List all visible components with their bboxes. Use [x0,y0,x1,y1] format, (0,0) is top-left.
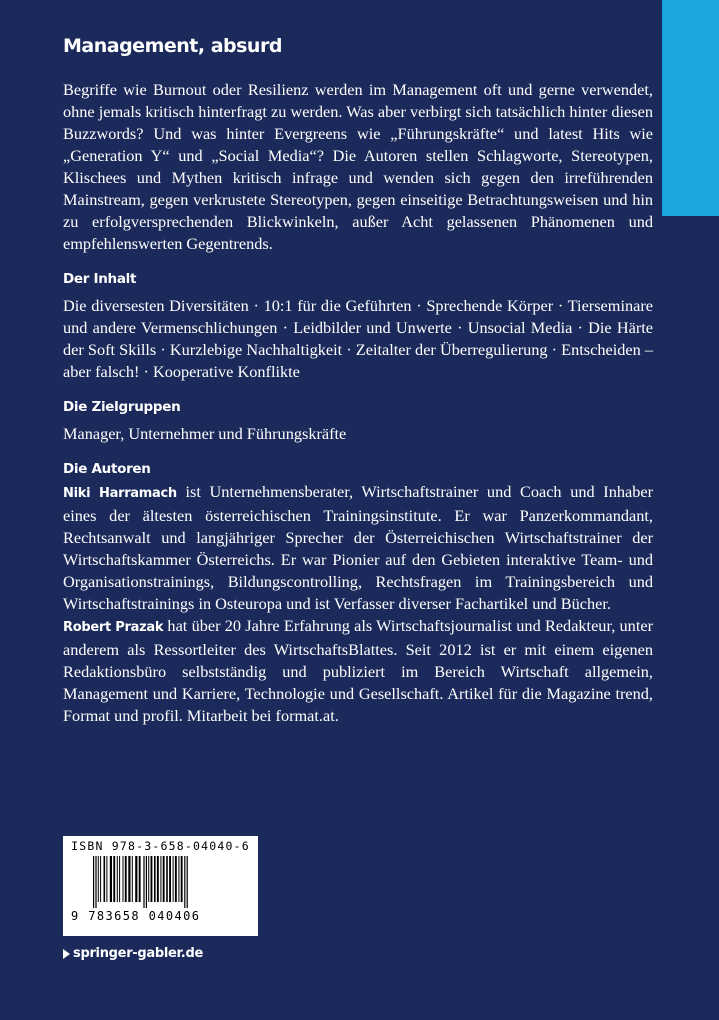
contents-heading: Der Inhalt [63,271,137,287]
barcode-bar [187,856,188,908]
author-2-bio-text: hat über 20 Jahre Erfahrung als Wirtschaftsjournalist und Redakteur, unter anderem als Ressortleiter des WirtschaftsBlattes. Seit 2012 ist er mit einem eigenen Redaktionsbüro selbstständig und publiziert im Bereich Wirtschaft allgemein, Management und Karriere, Technologie und Gesellschaft. Artikel für die Magazine trend, Format und profil. Mitarbeit bei format.at. [63,616,653,725]
barcode-bar [132,856,133,902]
barcode-bar [154,856,156,902]
barcode-bar [110,856,112,902]
barcode-bars [93,856,243,908]
intro-text: Begriffe wie Burnout oder Resilienz werden im Management oft und gerne verwendet, ohne jemals kritisch hinterfragt zu werden. Was aber verbirgt sich tatsächlich hinter diesen Buzzwords? Und was hinter Evergreens wie „Führungskräfte“ und latest Hits wie „Generation Y“ und „Social Media“? Die Autoren stellen Schlagworte, Stereotypen, Klischees und Mythen kritisch infrage und wenden sich gegen den irreführenden Mainstream, gegen verkrustete Stereotypen, gegen einseitige Betrachtungsweisen und hin zu erfolgversprechenden Blickwinkeln, außer Acht gelassenen Phänomenen und empfehlenswerten Gegentrends. [63,80,653,253]
barcode-bar [95,856,96,908]
authors-heading: Die Autoren [63,461,151,477]
barcode-digits: 9 783658 040406 [71,909,201,923]
barcode-bar [119,856,120,902]
author-2-bio [63,615,653,727]
isbn-label: ISBN 978-3-658-04040-6 [71,839,250,853]
barcode-bar [157,856,159,902]
contents-section [63,269,653,383]
back-cover-content [63,32,653,727]
barcode-bar [143,856,144,908]
audience-heading: Die Zielgruppen [63,399,181,415]
contents-text: Die diversesten Diversitäten · 10:1 für die Geführten · Sprechende Körper · Tierseminare und andere Vermenschlichungen · Leidbilder und Unwerte · Unsocial Media · Die Härte der Soft Skills · Kurzlebige Nachhaltigkeit · Zeitalter der Überregulierung · Entscheiden – aber falsch! · Kooperative Konflikte [63,296,653,381]
author-1-bio [63,481,653,615]
author-1-name: Niki Harramach [63,486,177,501]
audience-text: Manager, Unternehmer und Führungskräfte [63,424,347,443]
arrow-right-icon [63,949,70,959]
barcode-bar [160,856,161,902]
barcode-bar [100,856,101,902]
isbn-barcode [63,836,258,936]
barcode-bar [104,856,106,902]
barcode-bar [163,856,165,902]
publisher-link[interactable] [63,946,203,961]
author-1-bio-text: ist Unternehmensberater, Wirtschaftstrainer und Coach und Inhaber eines der ältesten österreichischen Trainingsinstitute. Er war Panzerkommandant, Rechtsanwalt und langjähriger Sprecher der Österreichischen Wirtschaftstrainer der Wirtschaftskammer Österreichs. Er war Pionier auf den Gebieten interaktive Team- und Organisationstrainings, Bildungscontrolling, Rechtsfragen im Trainingsbereich und Wirtschaftstrainings in Osteuropa und ist Verfasser diverser Fachartikel und Bücher. [63,482,653,613]
barcode-bar [98,856,99,902]
author-2-name: Robert Prazak [63,620,164,635]
barcode-bar [166,856,168,902]
barcode-bar [139,856,141,902]
publisher-url: springer-gabler.de [73,946,203,961]
barcode-bar [123,856,124,902]
barcode-bar [173,856,174,902]
barcode-bar [135,856,137,902]
barcode-bar [175,856,177,902]
barcode-bar [178,856,179,902]
barcode-bar [128,856,130,902]
barcode-bar [181,856,183,902]
barcode-bar [169,856,171,902]
audience-section [63,397,653,445]
barcode-bar [117,856,118,902]
barcode-bar [113,856,115,902]
barcode-bar [106,856,107,902]
accent-bar [662,0,719,216]
book-title: Management, absurd [63,35,282,57]
barcode-bar [151,856,153,902]
barcode-bar [125,856,127,902]
barcode-bar [148,856,149,902]
authors-section [63,459,653,727]
barcode-bar [184,856,185,908]
barcode-bar [93,856,94,908]
barcode-bar [146,856,147,908]
